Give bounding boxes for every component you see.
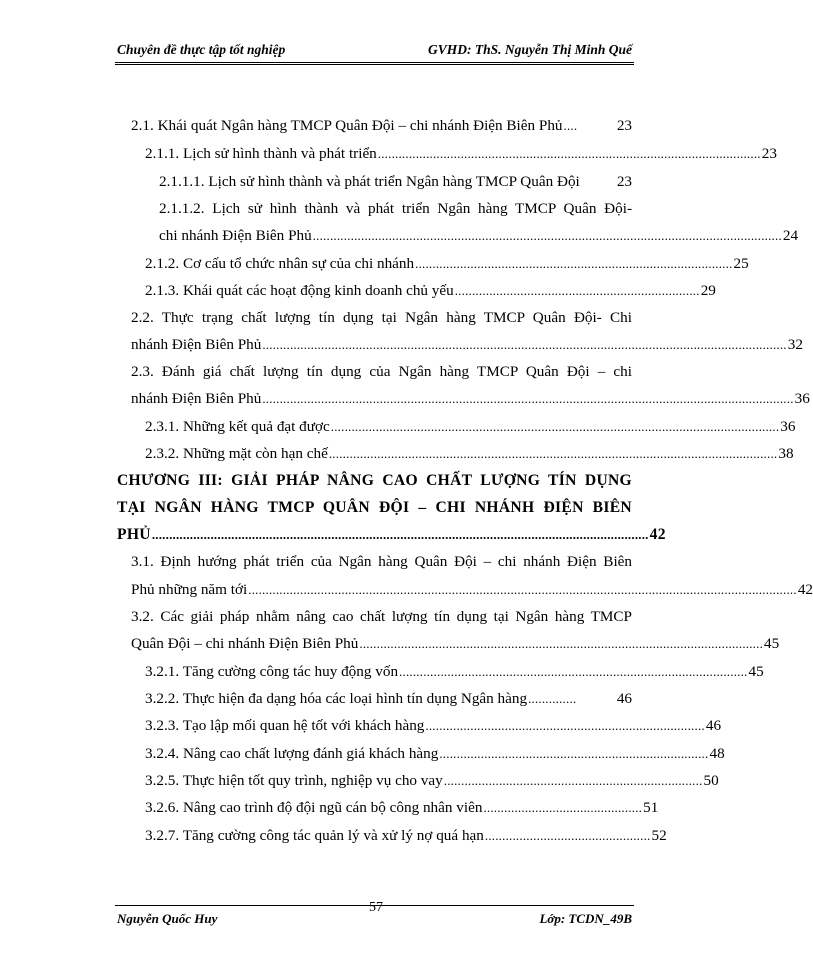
toc-entry-2-1-2: 2.1.2. Cơ cấu tổ chức nhân sự của chi nhánh ............................................................................................ 25 — [145, 255, 749, 272]
toc-entry-3-1-line1: 3.1. Định hướng phát triển của Ngân hàng Quân Đội – chi nhánh Điện Biên — [131, 553, 632, 570]
toc-entry-2-1-3: 2.1.3. Khái quát các hoạt động kinh doanh chủ yếu ....................................................................... 29 — [145, 282, 716, 299]
toc-entry-3-2-3: 3.2.3. Tạo lập mối quan hệ tốt với khách hàng ................................................................................. 46 — [145, 717, 722, 734]
toc-entry-3-1-line2: Phủ những năm tới ............................................................................................................................................................... 42 — [131, 581, 813, 598]
toc-entry-3-2-7: 3.2.7. Tăng cường công tác quản lý và xử lý nợ quá hạn ................................................ 52 — [145, 827, 667, 844]
toc-entry-2-2-line1: 2.2. Thực trạng chất lượng tín dụng tại Ngân hàng TMCP Quân Đội- Chi — [131, 309, 632, 326]
toc-entry-2-3-1: 2.3.1. Những kết quả đạt được .................................................................................................................................. 36 — [145, 418, 796, 435]
toc-entry-3-2-line1: 3.2. Các giải pháp nhằm nâng cao chất lượng tín dụng tại Ngân hàng TMCP — [131, 608, 632, 625]
toc-chapter-3-line2: TẠI NGÂN HÀNG TMCP QUÂN ĐỘI – CHI NHÁNH ĐIỆN BIÊN — [117, 499, 632, 516]
toc-entry-2-1-1-2-line1: 2.1.1.2. Lịch sử hình thành và phát triển Ngân hàng TMCP Quân Đội- — [159, 200, 632, 217]
footer-author: Nguyễn Quốc Huy — [117, 911, 218, 926]
toc-entry-3-2-1: 3.2.1. Tăng cường công tác huy động vốn ..................................................................................................... 45 — [145, 663, 764, 680]
toc-entry-2-1-1-2-line2: chi nhánh Điện Biên Phủ ........................................................................................................................................ 24 — [159, 227, 799, 244]
toc-chapter-3-line3: PHỦ ................................................................................................................................................ 42 — [117, 526, 666, 543]
toc-entry-2-1: 2.1. Khái quát Ngân hàng TMCP Quân Đội – chi nhánh Điện Biên Phủ .... 23 — [131, 117, 632, 134]
footer-class: Lớp: TCDN_49B — [539, 911, 632, 926]
toc-chapter-3-line1: CHƯƠNG III: GIẢI PHÁP NÂNG CAO CHẤT LƯỢNG TÍN DỤNG — [117, 472, 632, 489]
toc-entry-2-2-line2: nhánh Điện Biên Phủ ........................................................................................................................................................ 32 — [131, 336, 803, 353]
toc-entry-2-3-line2: nhánh Điện Biên Phủ .......................................................................................................................................................... 36 — [131, 390, 810, 407]
toc-entry-3-2-5: 3.2.5. Thực hiện tốt quy trình, nghiệp vụ cho vay ........................................................................... 50 — [145, 772, 719, 789]
toc-entry-3-2-2: 3.2.2. Thực hiện đa dạng hóa các loại hình tín dụng Ngân hàng .............. 46 — [145, 690, 632, 707]
page-header — [115, 36, 634, 65]
header-left-title: Chuyên đề thực tập tốt nghiệp — [117, 42, 286, 57]
toc-entry-3-2-6: 3.2.6. Nâng cao trình độ đội ngũ cán bộ công nhân viên .............................................. 51 — [145, 799, 659, 816]
header-right-advisor: GVHD: ThS. Nguyễn Thị Minh Quế — [427, 42, 632, 57]
toc-entry-2-1-1-1: 2.1.1.1. Lịch sử hình thành và phát triển Ngân hàng TMCP Quân Đội 23 — [159, 173, 632, 190]
toc-entry-2-3-2: 2.3.2. Những mặt còn hạn chế .................................................................................................................................. 38 — [145, 445, 794, 462]
toc-entry-2-3-line1: 2.3. Đánh giá chất lượng tín dụng của Ngân hàng TMCP Quân Đội – chi — [131, 363, 632, 380]
toc-entry-2-1-1: 2.1.1. Lịch sử hình thành và phát triển ............................................................................................................... 23 — [145, 145, 777, 162]
toc-entry-3-2-4: 3.2.4. Nâng cao chất lượng đánh giá khách hàng .............................................................................. 48 — [145, 745, 725, 762]
footer-page-number: 57 — [369, 900, 383, 915]
page-footer — [115, 900, 634, 930]
toc-entry-3-2-line2: Quân Đội – chi nhánh Điện Biên Phủ ..................................................................................................................... 45 — [131, 635, 780, 652]
